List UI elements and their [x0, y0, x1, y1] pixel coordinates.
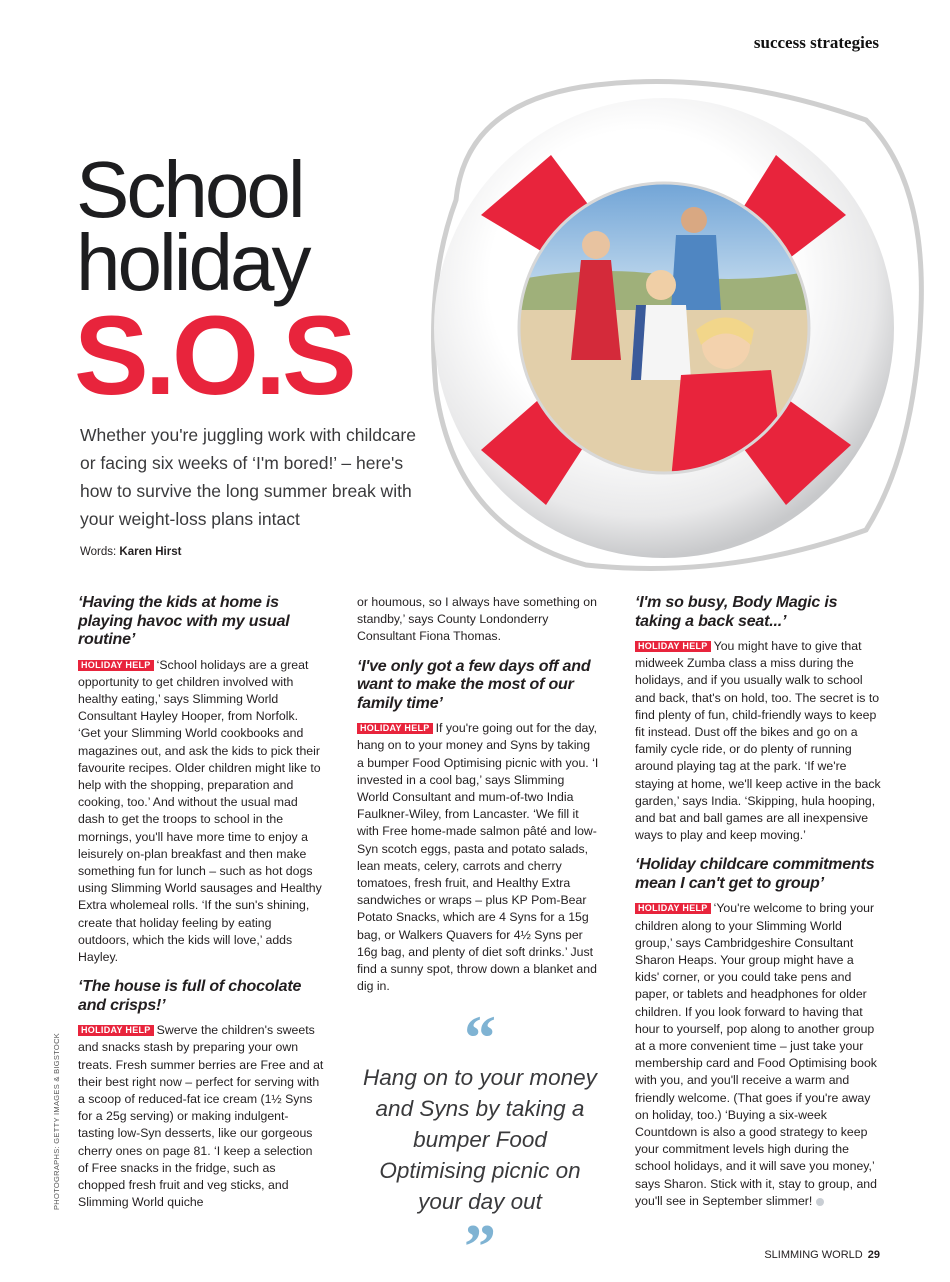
end-mark-icon — [816, 1198, 824, 1206]
section-2-continued: or houmous, so I always have something on standby,’ says County Londonderry Consultant Fiona Thomas. — [357, 595, 597, 644]
section-5-body — [635, 900, 881, 1210]
section-1-text: ‘School holidays are a great opportunity to get children involved with healthy eating,’ says Slimming World Consultant Hayley Hooper, from Norfolk. ‘Get your Slimming World cookbooks and magazines out, and ask the kids to pick their favourite recipes. Older children might like to help with the shopping, preparation and cooking, too.’ And without the usual mad dash to get the troops to school in the mornings, you'll have more time to enjoy a leisurely on-plan breakfast and then make something fun for lunch – such as hot dogs using Slimming World sausages and Healthy Extra wholemeal rolls. ‘If the sun's shining, create that holiday feeling by eating outdoors, which the kids will love,’ adds Hayley. — [78, 657, 322, 964]
lifebuoy-photo — [396, 60, 936, 580]
section-4-body — [635, 638, 881, 844]
section-1-heading: ‘Having the kids at home is playing havoc with my usual routine’ — [78, 594, 290, 648]
pull-quote-text: Hang on to your money and Syns by taking a bumper Food Optimising picnic on your day out — [363, 1065, 597, 1214]
holiday-help-tag: HOLIDAY HELP — [78, 660, 154, 671]
quote-close-icon: ” — [464, 1211, 496, 1282]
magazine-name: SLIMMING WORLD — [764, 1249, 863, 1261]
section-2-body — [78, 1022, 324, 1211]
holiday-help-tag: HOLIDAY HELP — [635, 903, 711, 914]
section-3-body — [357, 720, 599, 995]
byline — [80, 546, 181, 558]
section-3-text: If you're going out for the day, hang on to your money and Syns by taking a bumper Food Optimising picnic with you. ‘I invested in a cool bag,’ says Slimming World Consultant and mum-of-two India Faulkner-Wiley, from Lancaster. ‘We fill it with Free home-made salmon pâté and low-Syn scotch eggs, pasta and potato salads, lean meats, celery, carrots and cherry tomatoes, fresh fruit, and Healthy Extra sandwiches or wraps – plus KP Pom-Bear Potato Snacks, which are 4 Syns for a 15g bag, or Walkers Quavers for 4½ Syns per 16g bag, and plenty of diet soft drinks.’ Just find a sunny spot, throw down a blanket and dig in. — [357, 721, 599, 994]
column-1 — [78, 594, 324, 1223]
photo-credit: PHOTOGRAPHS: GETTY IMAGES & BIGSTOCK — [52, 1032, 61, 1210]
page-footer — [764, 1249, 880, 1261]
pull-quote — [360, 1002, 600, 1282]
byline-label: Words: — [80, 546, 117, 558]
section-4-heading: ‘I'm so busy, Body Magic is taking a back seat...’ — [635, 594, 838, 630]
section-5-heading: ‘Holiday childcare commitments mean I can't get to group’ — [635, 856, 875, 892]
title-sos: S.O.S — [74, 293, 353, 418]
section-1-body — [78, 657, 324, 967]
byline-author: Karen Hirst — [119, 546, 182, 558]
column-3 — [635, 594, 881, 1222]
quote-open-icon: “ — [464, 1002, 496, 1073]
section-tag: success strategies — [753, 33, 879, 52]
holiday-help-tag: HOLIDAY HELP — [635, 641, 711, 652]
section-2-text: Swerve the children's sweets and snacks stash by preparing your own treats. Fresh summer berries are Free and at their best right now – perfect for serving with a scoop of reduced-fat ice cream (1½ Syns for a 25g serving) or making indulgent-tasting low-Syn desserts, like our gorgeous cherry ones on page 81. ‘I keep a selection of Free snacks in the fridge, such as chopped fresh fruit and veg sticks, and Slimming World quiche — [78, 1023, 324, 1210]
section-2-heading: ‘The house is full of chocolate and crisps!’ — [78, 978, 302, 1014]
holiday-help-tag: HOLIDAY HELP — [78, 1025, 154, 1036]
page-number: 29 — [867, 1249, 880, 1261]
title-line-2: holiday — [76, 218, 309, 307]
holiday-help-tag: HOLIDAY HELP — [357, 723, 433, 734]
intro-standfirst: Whether you're juggling work with childcare or facing six weeks of ‘I'm bored!’ – here's how to survive the long summer break with your weight-loss plans intact — [80, 425, 416, 529]
column-2 — [357, 594, 599, 1007]
title-line-1: School — [76, 145, 303, 234]
section-3-heading: ‘I've only got a few days off and want to make the most of our family time’ — [357, 657, 591, 712]
section-4-text: You might have to give that midweek Zumba class a miss during the holidays, and if you usually walk to school and back, that's on hold, too. The secret is to find plenty of fun, child-friendly ways to keep fit instead. Dust off the bikes and go on a family cycle ride, or do plenty of running around playing tag at the park. ‘If we're staying at home, we'll keep active in the back garden,’ says India. ‘Skipping, hula hooping, and bat and ball games are all inexpensive ways to play and keep moving.’ — [635, 639, 881, 843]
section-5-text: ‘You're welcome to bring your children along to your Slimming World group,’ says Cambridgeshire Consultant Sharon Heaps. Your group might have a kids' corner, or you could take pens and paper, or tablets and headphones for older children. If you look forward to having that hour to yourself, pop along to another group at a more convenient time – just take your membership card and Food Optimising book with you, and you'll receive a warm and friendly welcome. (That goes if you're away on holiday, too.) ‘Buying a six-week Countdown is also a good strategy to keep your commitment levels high during the school holidays, and it will save you money,’ says Sharon. Stick with it, stay to group, and you'll see in September slimmer! — [635, 901, 877, 1208]
